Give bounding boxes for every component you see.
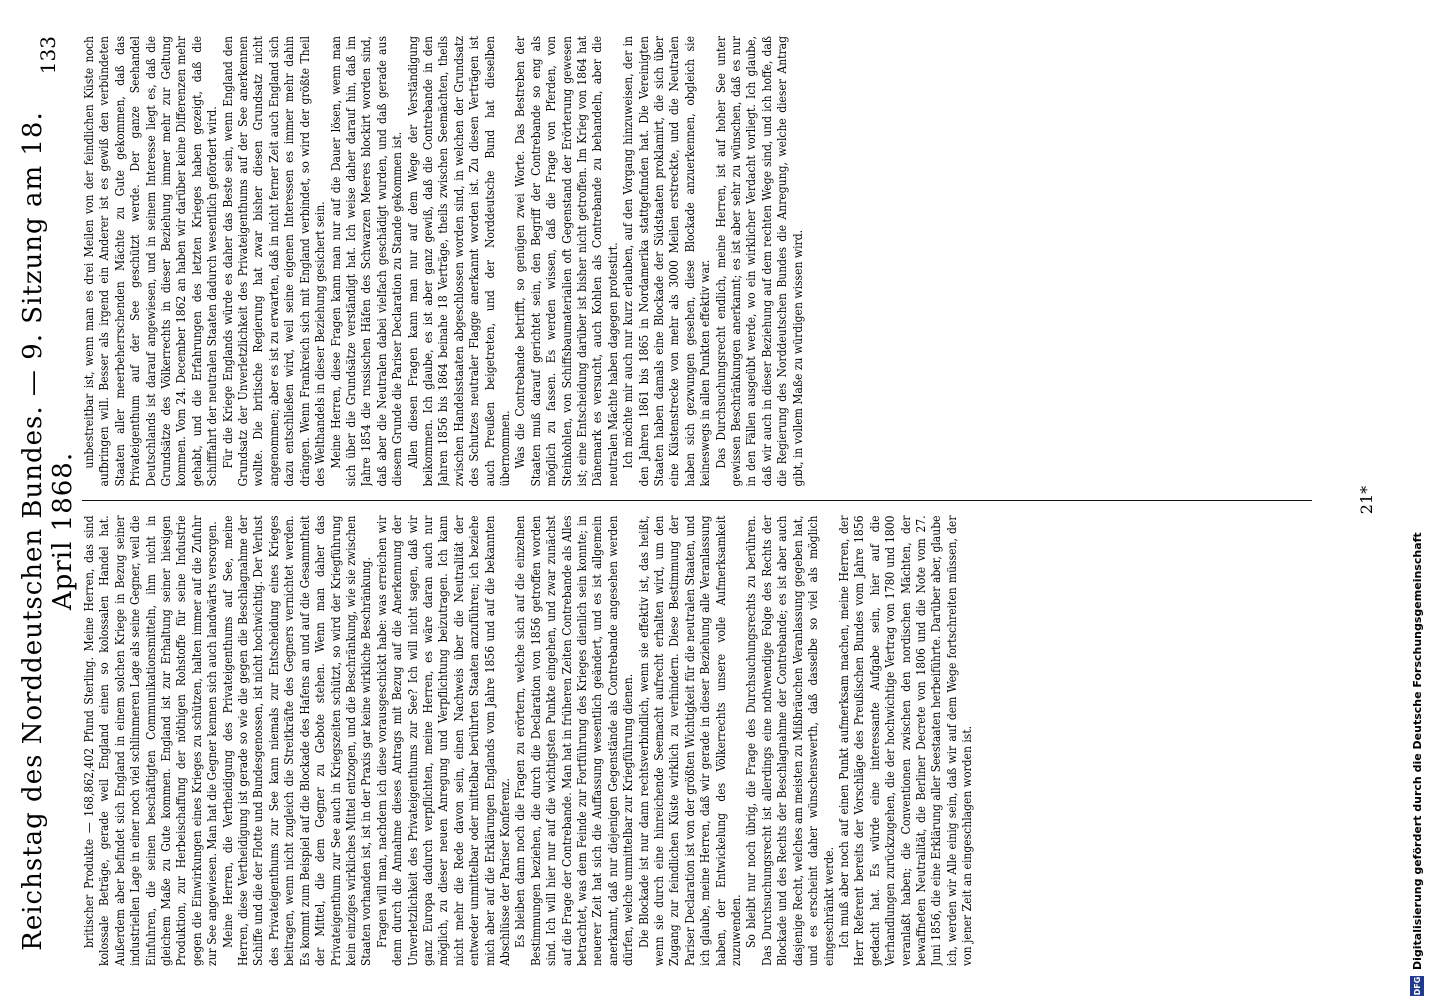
paragraph: britischer Produkte — 168,862,402 Pfund Sterling. Meine Herren, das sind kolossale Beträge, gerade weil England einen so kolossalen Handel hat. Außerdem aber befindet sich England in einem solchen Kriege in Bezug seiner industriellen Lage in einer noch viel schlimmeren Lage als seine Gegner, weil die Einfuhren, die seinen beschäftigten Communikationsmitteln, ihm nicht in gleichem Maße zu Gute kommen. England ist zur Erhaltung seiner hiesigen Produktion, zur Herbeischaffung der nöthigen Rohstoffe für seine Industrie gegen die Einwirkungen eines Krieges zu schützen, halten immer auf die Zufuhr zur See angewiesen. Man hat die Gegner kennen sich auch landwärts versorgen. <box>82 515 220 966</box>
paragraph: Ich möchte mir auch nur kurz erlauben, auf den Vorgang hinzuweisen, der in den Jahren 1861 bis 1865 in Nordamerika stattgefunden hat. Die Vereinigten Staaten haben damals eine Blockade der Südstaaten proklamirt, die sich über eine Küstenstrecke von mehr als 3000 Meilen erstreckte, und die Neutralen haben sich gezwungen gesehen, diese Blockade anzuerkennen, obgleich sie keineswegs in allen Punkten effektiv war. <box>621 36 713 487</box>
paragraph: Fragen will man, nachdem ich diese vorausgeschickt habe: was erreichen wir denn durch die Annahme dieses Antrags mit Bezug auf die Anerkennung der Unverletzlichkeit des Privateigenthums zur See? Ich will nicht sagen, daß wir ganz Europa dadurch verpflichten, meine Herren, es wäre daran auch nur möglich, zu dieser neuen Anregung und Verpflichtung beizutragen. Ich kann nicht mehr die Rede davon sein, einen Nachweis über die Neutralität der entweder unmittelbar oder mittelbar berührten Staaten anzuführen; ich beziehe mich aber auf die Erklärungen Englands vom Jahre 1856 und auf die bekannten Abschlüsse der Pariser Konferenz. <box>374 515 512 966</box>
paragraph: unbestreitbar ist, wenn man es drei Meilen von der feindlichen Küste noch aufbringen will. Besser als irgend ein Anderer ist es gewiß den verbündeten Staaten aller meerbeherrschenden Mächte zu Gute gekommen, daß das Privateigenthum auf der See geschützt werde. Der ganze Seehandel Deutschlands ist darauf angewiesen, und in seinem Interesse liegt es, daß die Grundsätze des Völkerrechts in dieser Beziehung immer mehr zur Geltung kommen. Vom 24. December 1862 an haben wir darüber keine Differenzen mehr gehabt, und die Erfahrungen des letzten Krieges haben gezeigt, daß die Schifffahrt der neutralen Staaten dadurch wesentlich gefördert wird. <box>82 36 220 487</box>
page-number: 133 <box>36 36 60 75</box>
column-left <box>82 516 1312 967</box>
digitization-note-text: Digitalisierung gefördert durch die Deutsche Forschungsgemeinschaft <box>1410 532 1424 970</box>
page-title: Reichstag des Norddeutschen Bundes. — 9. Sitzung am 18. April 1868. <box>18 111 78 951</box>
paragraph: Was die Contrebande betrifft, so genügen zwei Worte. Das Bestreben der Staaten muß darauf gerichtet sein, den Begriff der Contrebande so eng als möglich zu fassen. Es werden wissen, daß die Frage von Pferden, von Steinkohlen, von Schiffsbaumaterialien oft Gegenstand der Erörterung gewesen ist; eine Entscheidung darüber ist bisher nicht getroffen. Im Krieg von 1864 hat Dänemark es versucht, auch Kohlen als Contrebande zu behandeln, aber die neutralen Mächte haben dagegen protestirt. <box>513 36 620 487</box>
paragraph: Meine Herren, die Vertheidigung des Privateigenthums auf See, meine Herren, diese Vertheidigung ist gerade so wie die gegen die Beschlagnahme der Schiffe und die der Flotte und Bundesgenossen, ist nicht hochwichtig. Der Verlust des Privateigenthums zur See kann niemals zur Entscheidung eines Krieges beitragen, wenn nicht zugleich die Streitkräfte des Gegners vernichtet werden. Es kommt zum Beispiel auf die Blockade des Hafens an und auf die Gesammtheit der Mittel, die dem Gegner zu Gebote stehen. Wenn man daher das Privateigenthum zur See auch in Kriegszeiten schützt, so wird der Kriegführung kein einziges wirkliches Mittel entzogen, und die Beschränkung, wie sie zwischen Staaten vorhanden ist, ist in der Praxis gar keine wirkliche Beschränkung. <box>220 515 374 966</box>
signature-mark: 21* <box>1357 485 1376 515</box>
paragraph: Es bleiben dann noch die Fragen zu erörtern, welche sich auf die einzelnen Bestimmungen beziehen, die durch die Declaration von 1856 getroffen worden sind. Ich will hier nur auf die wichtigsten Punkte eingehen, und zwar zunächst auf die Frage der Contrebande. Man hat in früheren Zeiten Contrebande als Alles betrachtet, was dem Feinde zur Fortführung des Krieges dienlich sein konnte; in neuerer Zeit hat sich die Auffassung wesentlich geändert, und es ist allgemein anerkannt, daß nur diejenigen Gegenstände als Contrebande angesehen werden dürfen, welche unmittelbar zur Kriegführung dienen. <box>513 515 636 966</box>
text-columns <box>82 36 1312 966</box>
paragraph: So bleibt nur noch übrig, die Frage des Durchsuchungsrechts zu berühren. Das Durchsuchungsrecht ist allerdings eine nothwendige Folge des Rechts der Blockade und des Rechts der Beschlagnahme der Contrebande; es ist aber auch dasjenige Recht, welches am meisten zu Mißbräuchen Veranlassung gegeben hat, und es erscheint daher wünschenswerth, daß dasselbe so viel als möglich eingeschränkt werde. <box>744 515 836 966</box>
paragraph: Allen diesen Fragen kann man nur auf dem Wege der Verständigung beikommen. Ich glaube, es ist aber ganz gewiß, daß die Contrebande in den Jahren 1856 bis 1864 beinahe 18 Verträge, theils zwischen Seemächten, theils zwischen Handelsstaaten abgeschlossen worden sind, in welchen der Grundsatz des Schutzes neutraler Flagge anerkannt worden ist. Zu diesen Verträgen ist auch Preußen beigetreten, und der Norddeutsche Bund hat dieselben übernommen. <box>405 36 512 487</box>
paragraph: Die Blockade ist nur dann rechtsverbindlich, wenn sie effektiv ist, das heißt, wenn sie durch eine hinreichende Seemacht aufrecht erhalten wird, um den Zugang zur feindlichen Küste wirklich zu verhindern. Diese Bestimmung der Pariser Declaration ist von der größten Wichtigkeit für die neutralen Staaten, und ich glaube, meine Herren, daß wir gerade in dieser Beziehung alle Veranlassung haben, der Entwickelung des Völkerrechts unsere volle Aufmerksamkeit zuzuwenden. <box>636 515 744 966</box>
paragraph: Ich muß aber noch auf einen Punkt aufmerksam machen, meine Herren, der Herr Referent bereits der Vorschläge des Preußischen Bundes vom Jahre 1856 gedacht hat. Es würde eine interessante Aufgabe sein, hier auf die Verhandlungen zurückzugehen, die der hochwichtige Vertrag von 1780 und 1800 veranlaßt haben; die Conventionen zwischen den nordischen Mächten, der bewaffneten Neutralität, die Berliner Decrete von 1806 und die Note vom 27. Juni 1856, die eine Erklärung aller Seestaaten herbeiführte. Darüber aber, glaube ich, werden wir Alle einig sein, daß wir auf dem Wege fortschreiten müssen, der von jener Zeit an eingeschlagen worden ist. <box>836 515 975 966</box>
column-right <box>82 36 1312 487</box>
paragraph: Das Durchsuchungsrecht endlich, meine Herren, ist auf hoher See unter gewissen Beschränkungen anerkannt; es ist aber sehr zu wünschen, daß es nur in den Fällen ausgeübt werde, wo ein wirklicher Verdacht vorliegt. Ich glaube, daß wir auch in dieser Beziehung auf dem rechten Wege sind, und ich hoffe, daß die Regierung des Norddeutschen Bundes die Anregung, welche dieser Antrag gibt, in vollem Maße zu würdigen wissen wird. <box>713 36 805 487</box>
column-divider <box>82 501 1312 502</box>
paragraph: Meine Herren, diese Fragen kann man nur auf die Dauer lösen, wenn man sich über die Grundsätze verständigt hat. Ich weise daher darauf hin, daß im Jahre 1854 die russischen Häfen des Schwarzen Meeres blockirt worden sind, daß aber die Neutralen dabei vielfach geschädigt wurden, und daß gerade aus diesem Grunde die Pariser Declaration zu Stande gekommen ist. <box>328 36 405 487</box>
paragraph: Für die Kriege Englands würde es daher das Beste sein, wenn England den Grundsatz der Unverletzlichkeit des Privateigenthums auf der See anerkennen wollte. Die britische Regierung hat zwar bisher diesen Grundsatz nicht angenommen; aber es ist zu erwarten, daß in nicht ferner Zeit auch England sich dazu entschließen wird, weil seine eigenen Interessen es immer mehr dahin drängen. Wenn Frankreich sich mit England verbindet, so wird der größte Theil des Welthandels in dieser Beziehung gesichert sein. <box>220 36 328 487</box>
digitization-note <box>1410 0 1424 1000</box>
page-header <box>18 36 78 966</box>
dfg-logo-icon: DFG <box>1410 976 1424 996</box>
